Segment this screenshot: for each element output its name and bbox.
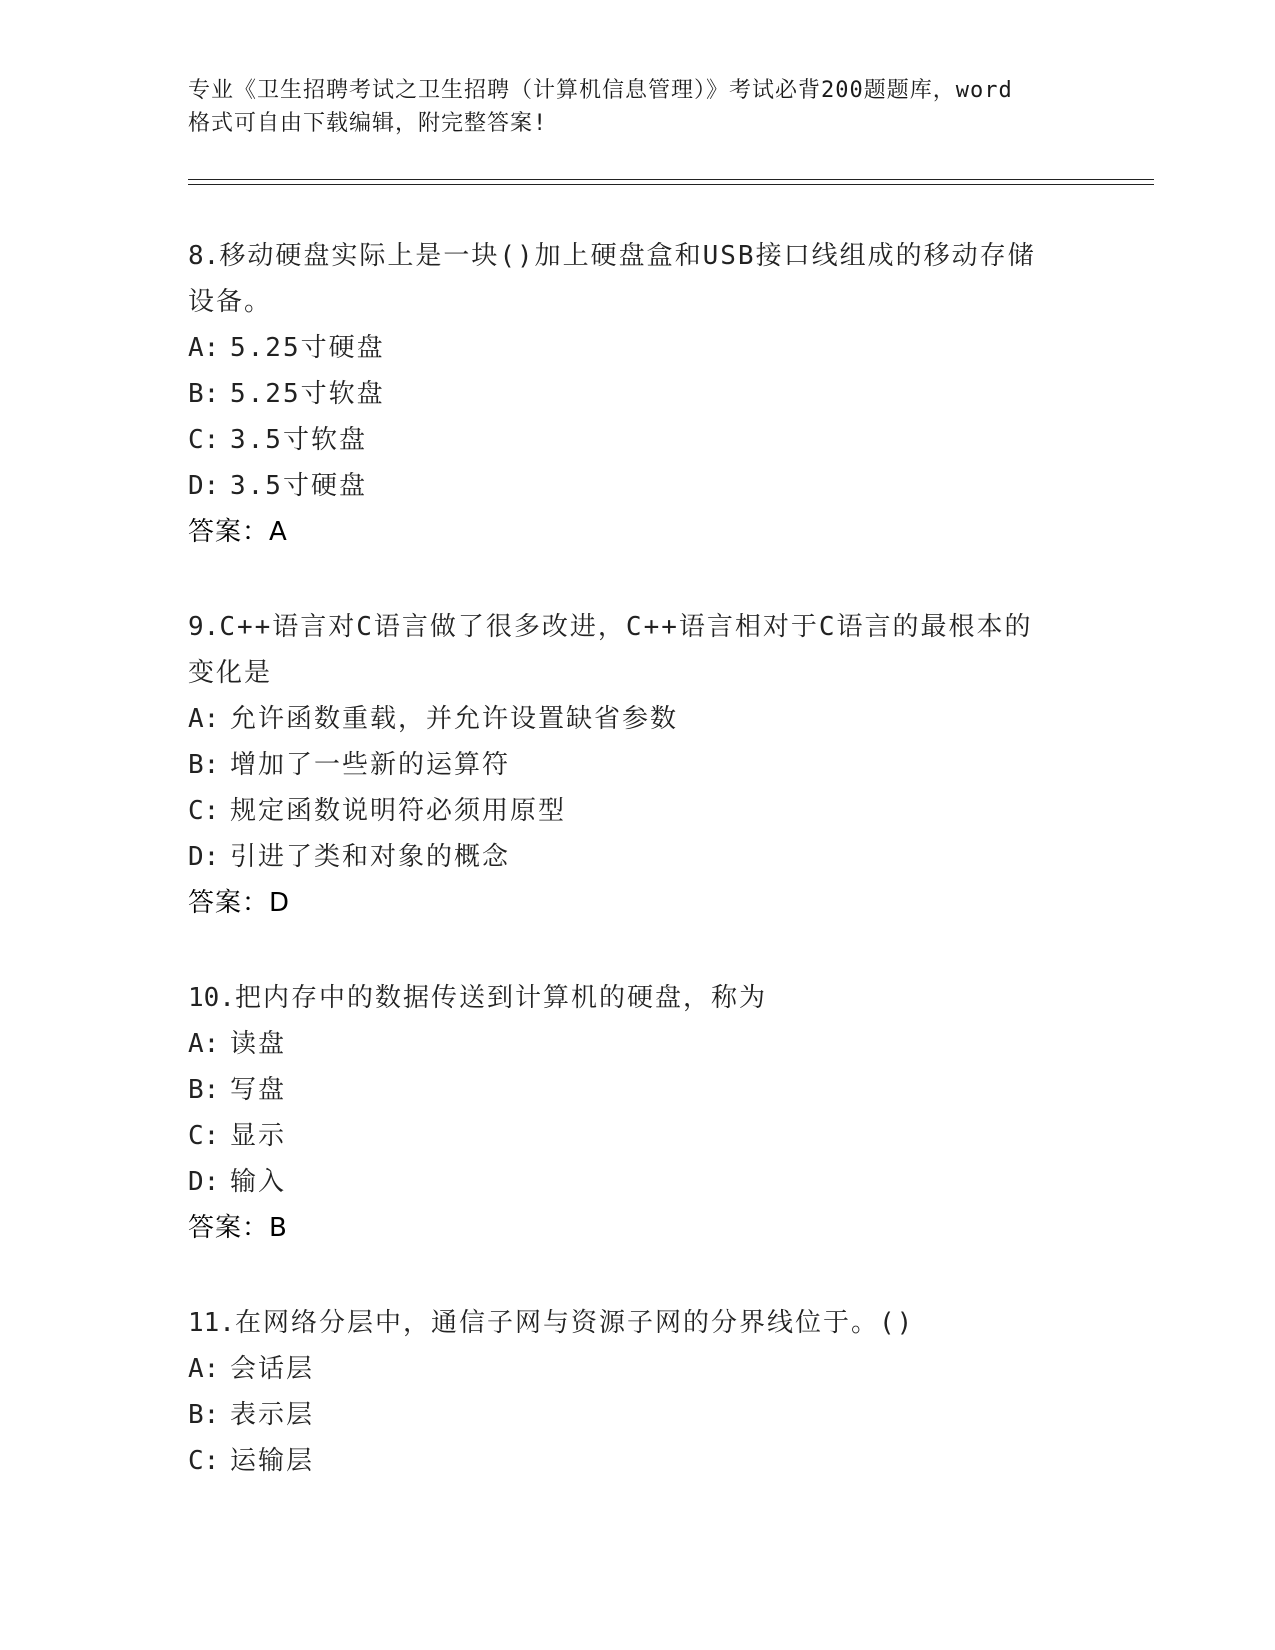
option-d — [188, 1159, 1068, 1205]
option-text: 读盘 — [230, 1029, 287, 1059]
option-key: B: — [188, 379, 220, 409]
option-key: D: — [188, 842, 220, 872]
option-text: 规定函数说明符必须用原型 — [230, 796, 567, 826]
option-text: 3.5寸硬盘 — [230, 471, 367, 501]
option-c — [188, 1113, 1068, 1159]
option-c — [188, 788, 1068, 834]
question-stem — [188, 604, 1068, 650]
option-key: A: — [188, 1029, 220, 1059]
option-b — [188, 1067, 1068, 1113]
option-text: 输入 — [230, 1167, 287, 1197]
question-stem-line-1: 移动硬盘实际上是一块()加上硬盘盒和USB接口线组成的移动存储 — [219, 241, 1036, 271]
question-stem-line-1: C++语言对C语言做了很多改进，C++语言相对于C语言的最根本的 — [219, 612, 1033, 642]
option-c — [188, 417, 1068, 463]
option-text: 表示层 — [230, 1400, 315, 1430]
option-text: 运输层 — [230, 1446, 315, 1476]
question-number: 11. — [188, 1308, 235, 1338]
option-text: 3.5寸软盘 — [230, 425, 367, 455]
question-stem — [188, 975, 1068, 1021]
question-stem-line-2: 设备。 — [188, 287, 273, 317]
header-divider-top — [188, 179, 1154, 180]
question-stem-line-1: 在网络分层中，通信子网与资源子网的分界线位于。() — [234, 1308, 915, 1338]
option-text: 显示 — [230, 1121, 287, 1151]
option-key: B: — [188, 750, 220, 780]
option-text: 增加了一些新的运算符 — [230, 750, 511, 780]
question-list — [188, 233, 1068, 1533]
question-stem — [188, 233, 1068, 279]
option-d — [188, 463, 1068, 509]
option-key: D: — [188, 1167, 220, 1197]
question-number: 9. — [188, 612, 220, 642]
header-divider-bottom — [188, 184, 1154, 185]
answer-text: 答案：D — [188, 888, 291, 918]
option-d — [188, 834, 1068, 880]
option-c — [188, 1438, 1068, 1484]
document-header — [188, 74, 1088, 140]
header-line-1: 专业《卫生招聘考试之卫生招聘（计算机信息管理）》考试必背200题题库，word — [188, 78, 1013, 103]
option-key: D: — [188, 471, 220, 501]
question-8 — [188, 233, 1068, 555]
option-key: C: — [188, 1121, 220, 1151]
answer-text: 答案：B — [188, 1213, 288, 1243]
question-stem-line-1: 把内存中的数据传送到计算机的硬盘，称为 — [234, 983, 767, 1013]
option-a — [188, 1346, 1068, 1392]
option-key: C: — [188, 796, 220, 826]
option-b — [188, 742, 1068, 788]
option-text: 5.25寸软盘 — [230, 379, 385, 409]
option-a — [188, 1021, 1068, 1067]
option-text: 5.25寸硬盘 — [230, 333, 385, 363]
option-b — [188, 371, 1068, 417]
option-text: 允许函数重载，并允许设置缺省参数 — [230, 704, 679, 734]
option-key: A: — [188, 704, 220, 734]
option-key: C: — [188, 1446, 220, 1476]
option-b — [188, 1392, 1068, 1438]
option-text: 引进了类和对象的概念 — [230, 842, 511, 872]
option-text: 写盘 — [230, 1075, 287, 1105]
option-key: C: — [188, 425, 220, 455]
question-10 — [188, 975, 1068, 1251]
header-line-2: 格式可自由下载编辑，附完整答案! — [188, 111, 548, 136]
question-9 — [188, 604, 1068, 926]
question-stem — [188, 1300, 1068, 1346]
option-key: B: — [188, 1400, 220, 1430]
option-a — [188, 696, 1068, 742]
option-key: A: — [188, 333, 220, 363]
question-number: 10. — [188, 983, 235, 1013]
option-key: B: — [188, 1075, 220, 1105]
question-stem-line-2: 变化是 — [188, 658, 273, 688]
option-a — [188, 325, 1068, 371]
option-key: A: — [188, 1354, 220, 1384]
answer-text: 答案：A — [188, 517, 288, 547]
option-text: 会话层 — [230, 1354, 315, 1384]
question-11 — [188, 1300, 1068, 1484]
question-number: 8. — [188, 241, 220, 271]
